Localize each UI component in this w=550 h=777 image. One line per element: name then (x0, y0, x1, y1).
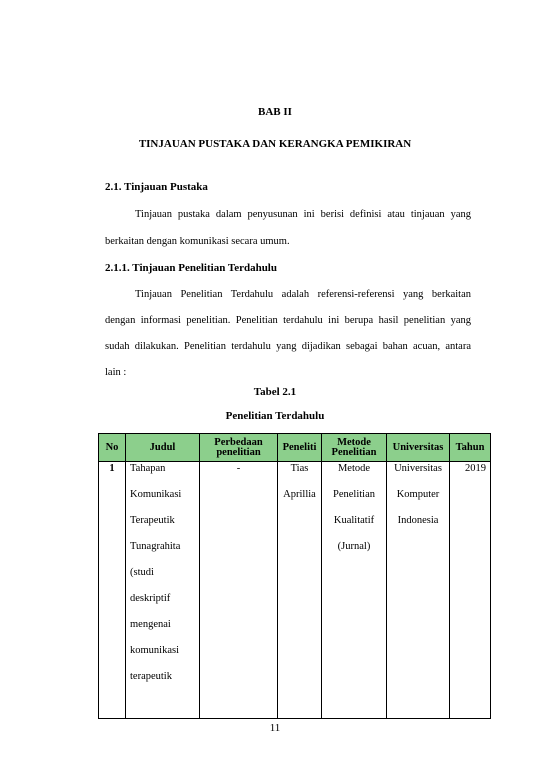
table-row (99, 462, 491, 719)
page-number: 11 (269, 722, 281, 734)
table-caption: Penelitian Terdahulu (225, 410, 325, 422)
paragraph-line: lain : (105, 367, 127, 378)
header-perbedaan: Perbedaan penelitian (200, 434, 278, 462)
paragraph-line: dengan informasi penelitian. Penelitian terdahulu ini berupa hasil penelitian yang (105, 315, 471, 326)
header-metode: Metode Penelitian (322, 434, 387, 462)
cell-judul: Tahapan Komunikasi Terapeutik Tunagrahita (studi deskriptif mengenai komunikasi terapeutik (126, 462, 200, 719)
chapter-title: TINJAUAN PUSTAKA DAN KERANGKA PEMIKIRAN (138, 138, 412, 150)
cell-perbedaan: - (200, 462, 278, 719)
cell-peneliti: Tias Aprillia (278, 462, 322, 719)
header-tahun: Tahun (450, 434, 491, 462)
paragraph-line: sudah dilakukan. Penelitian terdahulu yang dijadikan sebagai bahan acuan, antara (105, 341, 471, 352)
section-heading-2-1: 2.1. Tinjauan Pustaka (105, 181, 208, 193)
cell-universitas: Universitas Komputer Indonesia (387, 462, 450, 719)
table-label: Tabel 2.1 (253, 386, 297, 398)
chapter-number: BAB II (258, 106, 292, 118)
cell-tahun: 2019 (450, 462, 491, 719)
table-header-row (99, 434, 491, 462)
research-table (98, 433, 491, 719)
header-universitas: Universitas (387, 434, 450, 462)
header-no: No (99, 434, 126, 462)
header-peneliti: Peneliti (278, 434, 322, 462)
header-judul: Judul (126, 434, 200, 462)
paragraph-line: Tinjauan pustaka dalam penyusunan ini berisi definisi atau tinjauan yang (135, 209, 471, 220)
paragraph-line: berkaitan dengan komunikasi secara umum. (105, 236, 290, 247)
section-heading-2-1-1: 2.1.1. Tinjauan Penelitian Terdahulu (105, 262, 277, 274)
cell-metode: Metode Penelitian Kualitatif (Jurnal) (322, 462, 387, 719)
paragraph-line: Tinjauan Penelitian Terdahulu adalah referensi-referensi yang berkaitan (135, 289, 471, 300)
cell-no: 1 (99, 462, 126, 719)
